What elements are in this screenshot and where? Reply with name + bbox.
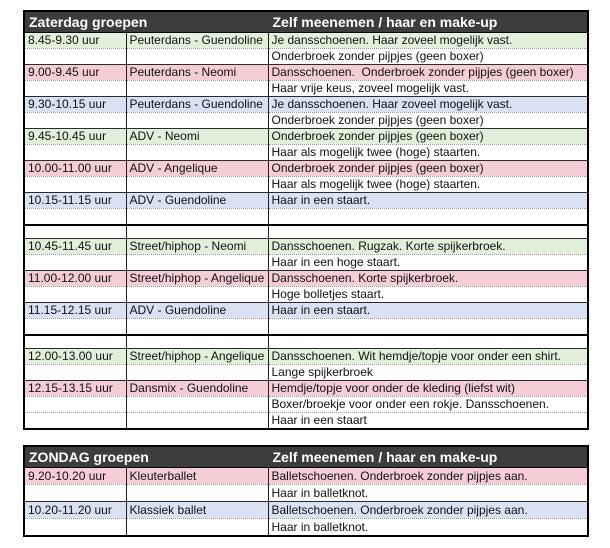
table-row [24,193,588,209]
cell-group: Kleuterballet [126,468,268,485]
cell-group [126,365,268,381]
table-row [24,129,588,145]
table-row [24,65,588,81]
cell-time [24,365,126,381]
cell-items: Balletschoenen. Onderbroek zonder pijpjes aan. [268,502,588,519]
cell-group: Klassiek ballet [126,502,268,519]
table-row [24,397,588,413]
cell-time: 12.15-13.15 uur [24,381,126,397]
table-row [24,49,588,65]
cell-group [126,81,268,97]
cell-time [24,49,126,65]
cell-items: Onderbroek zonder pijpjes (geen boxer) [268,161,588,177]
cell-items [268,319,588,336]
table-row [24,287,588,303]
cell-time: 9.20-10.20 uur [24,468,126,485]
cell-group: Street/hiphop - Angelique [126,349,268,365]
saturday-header-groups-label: Zaterdag groepen [24,11,268,33]
cell-group: Dansmix - Guendoline [126,381,268,397]
cell-time: 8.45-9.30 uur [24,33,126,49]
table-row [24,33,588,49]
cell-items: Je dansschoenen. Haar zoveel mogelijk vast. [268,33,588,49]
saturday-schedule-table [23,10,589,430]
cell-time [24,255,126,271]
cell-time: 11.15-12.15 uur [24,303,126,319]
cell-time [24,209,126,226]
cell-time: 9.30-10.15 uur [24,97,126,113]
table-row [24,177,588,193]
cell-time: 9.45-10.45 uur [24,129,126,145]
cell-items: Je dansschoenen. Haar zoveel mogelijk vast. [268,97,588,113]
spacer-row [24,335,588,349]
spacer-cell [24,335,126,349]
cell-items: Haar als mogelijk twee (hoge) staarten. [268,145,588,161]
cell-time: 10.00-11.00 uur [24,161,126,177]
cell-items: Dansschoenen. Rugzak. Korte spijkerbroek. [268,239,588,255]
cell-time [24,145,126,161]
spacer-cell [268,225,588,239]
cell-group: Street/hiphop - Angelique [126,271,268,287]
cell-items: Onderbroek zonder pijpjes (geen boxer) [268,49,588,65]
table-row [24,271,588,287]
cell-time: 11.00-12.00 uur [24,271,126,287]
cell-group: Peuterdans - Guendoline [126,33,268,49]
table-row [24,81,588,97]
table-row [24,381,588,397]
cell-time [24,319,126,336]
table-row [24,303,588,319]
spacer-cell [126,335,268,349]
cell-group [126,319,268,336]
cell-items: Hoge bolletjes staart. [268,287,588,303]
cell-time [24,287,126,303]
cell-items: Haar in balletknot. [268,485,588,502]
cell-group [126,397,268,413]
cell-items: Balletschoenen. Onderbroek zonder pijpjes aan. [268,468,588,485]
cell-group [126,177,268,193]
cell-items: Haar in een staart. [268,193,588,209]
cell-items: Haar in een staart. [268,303,588,319]
cell-time: 10.45-11.45 uur [24,239,126,255]
cell-items: Haar vrije keus, zoveel mogelijk vast. [268,81,588,97]
cell-items: Lange spijkerbroek [268,365,588,381]
schedule-sheet [23,10,589,537]
cell-items: Boxer/broekje voor onder een rokje. Dansschoenen. [268,397,588,413]
cell-group [126,287,268,303]
cell-time [24,519,126,537]
cell-time [24,113,126,129]
spacer-cell [268,335,588,349]
cell-items [268,209,588,226]
spacer-cell [126,225,268,239]
cell-time [24,81,126,97]
cell-items: Dansschoenen. Korte spijkerbroek. [268,271,588,287]
cell-time [24,413,126,430]
cell-group [126,49,268,65]
cell-time: 10.20-11.20 uur [24,502,126,519]
sunday-header-items-label: Zelf meenemen / haar en make-up [268,446,588,468]
cell-group: ADV - Neomi [126,129,268,145]
table-row [24,145,588,161]
cell-items: Haar in een staart [268,413,588,430]
sunday-header-groups-label: ZONDAG groepen [24,446,268,468]
cell-group [126,145,268,161]
cell-group: ADV - Guendoline [126,303,268,319]
cell-group: Peuterdans - Guendoline [126,97,268,113]
table-row [24,113,588,129]
cell-group: Street/hiphop - Neomi [126,239,268,255]
cell-items: Dansschoenen. Wit hemdje/topje voor onder een shirt. [268,349,588,365]
saturday-header-row [24,11,588,33]
table-row [24,319,588,336]
cell-group [126,519,268,537]
table-row [24,349,588,365]
cell-group: Peuterdans - Neomi [126,65,268,81]
saturday-header-items-label: Zelf meenemen / haar en make-up [268,11,588,33]
cell-items: Dansschoenen. Onderbroek zonder pijpjes (geen boxer) [268,65,588,81]
cell-items: Hemdje/topje voor onder de kleding (liefst wit) [268,381,588,397]
cell-group: ADV - Angelique [126,161,268,177]
table-row [24,255,588,271]
table-row [24,209,588,226]
cell-items: Haar in een hoge staart. [268,255,588,271]
cell-time [24,397,126,413]
sunday-header-row [24,446,588,468]
cell-group [126,209,268,226]
table-row [24,161,588,177]
table-row [24,519,588,537]
cell-items: Onderbroek zonder pijpjes (geen boxer) [268,113,588,129]
cell-items: Onderbroek zonder pijpjes (geen boxer) [268,129,588,145]
cell-group [126,485,268,502]
cell-time: 9.00-9.45 uur [24,65,126,81]
table-row [24,468,588,485]
cell-time: 10.15-11.15 uur [24,193,126,209]
cell-time: 12.00-13.00 uur [24,349,126,365]
cell-group [126,113,268,129]
table-row [24,485,588,502]
cell-group [126,413,268,430]
table-row [24,97,588,113]
table-row [24,365,588,381]
table-row [24,502,588,519]
cell-group: ADV - Guendoline [126,193,268,209]
cell-time [24,177,126,193]
spacer-row [24,225,588,239]
cell-items: Haar als mogelijk twee (hoge) staarten. [268,177,588,193]
cell-group [126,255,268,271]
cell-items: Haar in balletknot. [268,519,588,537]
sunday-schedule-table [23,445,589,537]
spacer-cell [24,225,126,239]
table-row [24,413,588,430]
table-row [24,239,588,255]
cell-time [24,485,126,502]
